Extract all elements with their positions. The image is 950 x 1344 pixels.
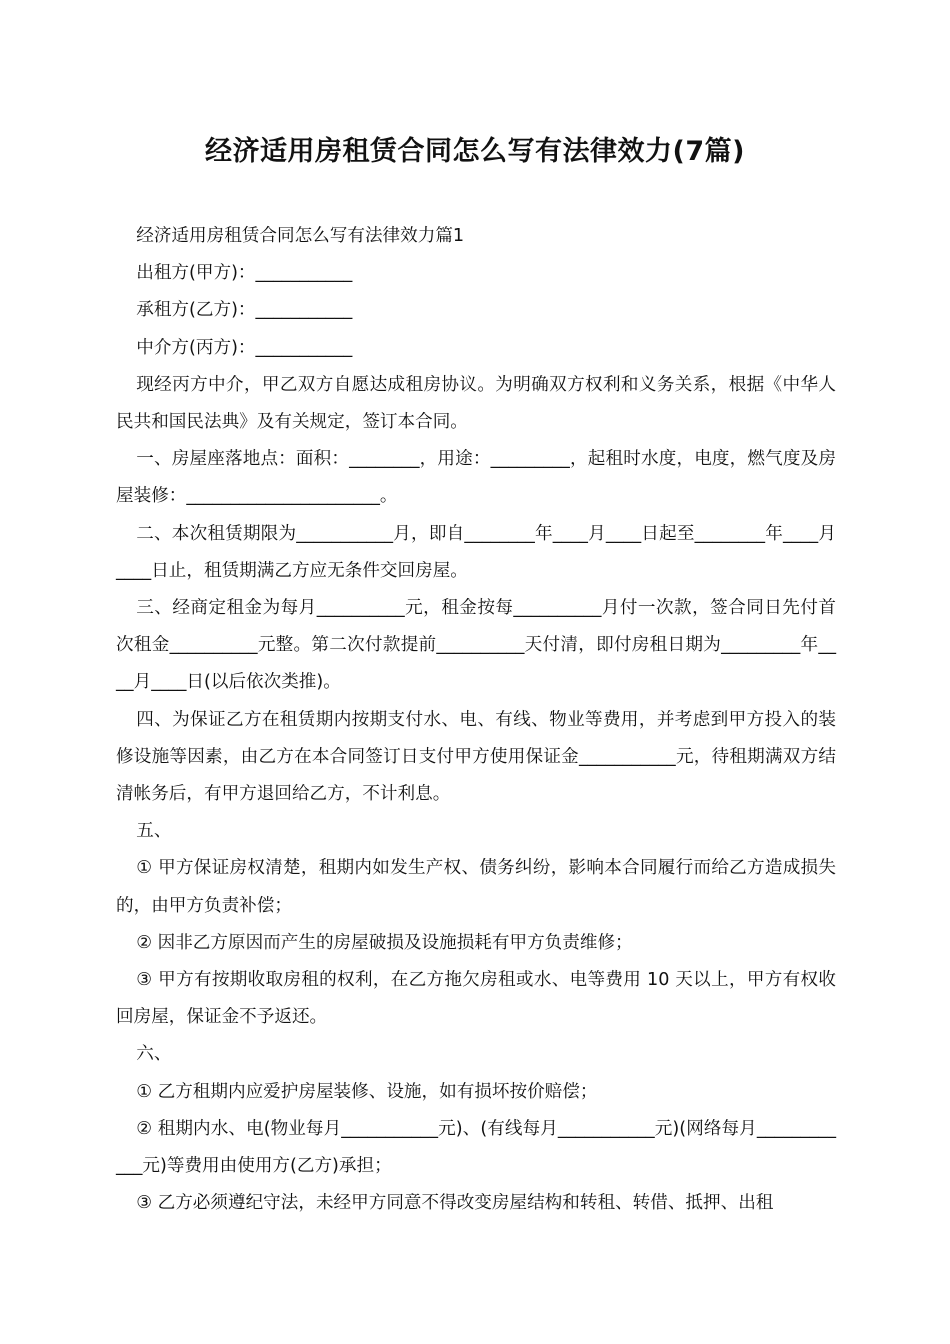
party-lessor-field: 出租方(甲方)：___________ bbox=[136, 263, 353, 284]
clause-4-deposit: 四、为保证乙方在租赁期内按期支付水、电、有线、物业等费用，并考虑到甲方投入的装修设施等因素，由乙方在本合同签订日支付甲方使用保证金___________元，待租期满双方结清帐务后，有甲方退回给乙方，不计利息。 bbox=[116, 709, 836, 805]
clause-3-rent: 三、经商定租金为每月__________元，租金按每__________月付一次款，签合同日先付首次租金__________元整。第二次付款提前__________天付清，即付房租日期为_________年____月____日(以后依次类推)。 bbox=[116, 598, 836, 693]
clause-5-item-3: ③ 甲方有按期收取房租的权利，在乙方拖欠房租或水、电等费用 10 天以上，甲方有权收回房屋，保证金不予返还。 bbox=[116, 970, 836, 1028]
clause-6-heading: 六、 bbox=[136, 1044, 172, 1065]
clause-6-item-3: ③ 乙方必须遵纪守法，未经甲方同意不得改变房屋结构和转租、转借、抵押、出租 bbox=[136, 1193, 774, 1214]
clause-5-item-2: ② 因非乙方原因而产生的房屋破损及设施损耗有甲方负责维修； bbox=[136, 932, 633, 953]
clause-1-location: 一、房屋座落地点：面积：________，用途：_________，起租时水度，电度，燃气度及房屋装修：______________________。 bbox=[116, 449, 836, 507]
clause-5-item-1: ① 甲方保证房权清楚，租期内如发生产权、债务纠纷，影响本合同履行而给乙方造成损失的，由甲方负责补偿； bbox=[116, 858, 836, 916]
clause-2-term: 二、本次租赁期限为___________月，即自________年____月____日起至________年____月____日止，租赁期满乙方应无条件交回房屋。 bbox=[116, 523, 836, 581]
section-heading: 经济适用房租赁合同怎么写有法律效力篇1 bbox=[136, 226, 465, 246]
clause-5-heading: 五、 bbox=[136, 821, 172, 842]
document-title: 经济适用房租赁合同怎么写有法律效力(7篇) bbox=[205, 136, 745, 167]
clause-6-item-1: ① 乙方租期内应爱护房屋装修、设施，如有损坏按价赔偿； bbox=[136, 1081, 598, 1102]
preamble-paragraph: 现经丙方中介，甲乙双方自愿达成租房协议。为明确双方权利和义务关系，根据《中华人民共和国民法典》及有关规定，签订本合同。 bbox=[116, 374, 836, 433]
party-lessee-field: 承租方(乙方)：___________ bbox=[136, 300, 353, 321]
clause-6-item-2: ② 租期内水、电(物业每月___________元)、(有线每月___________元)(网络每月____________元)等费用由使用方(乙方)承担； bbox=[116, 1118, 836, 1177]
party-agent-field: 中介方(丙方)：___________ bbox=[136, 337, 353, 358]
document-body bbox=[116, 218, 836, 1222]
